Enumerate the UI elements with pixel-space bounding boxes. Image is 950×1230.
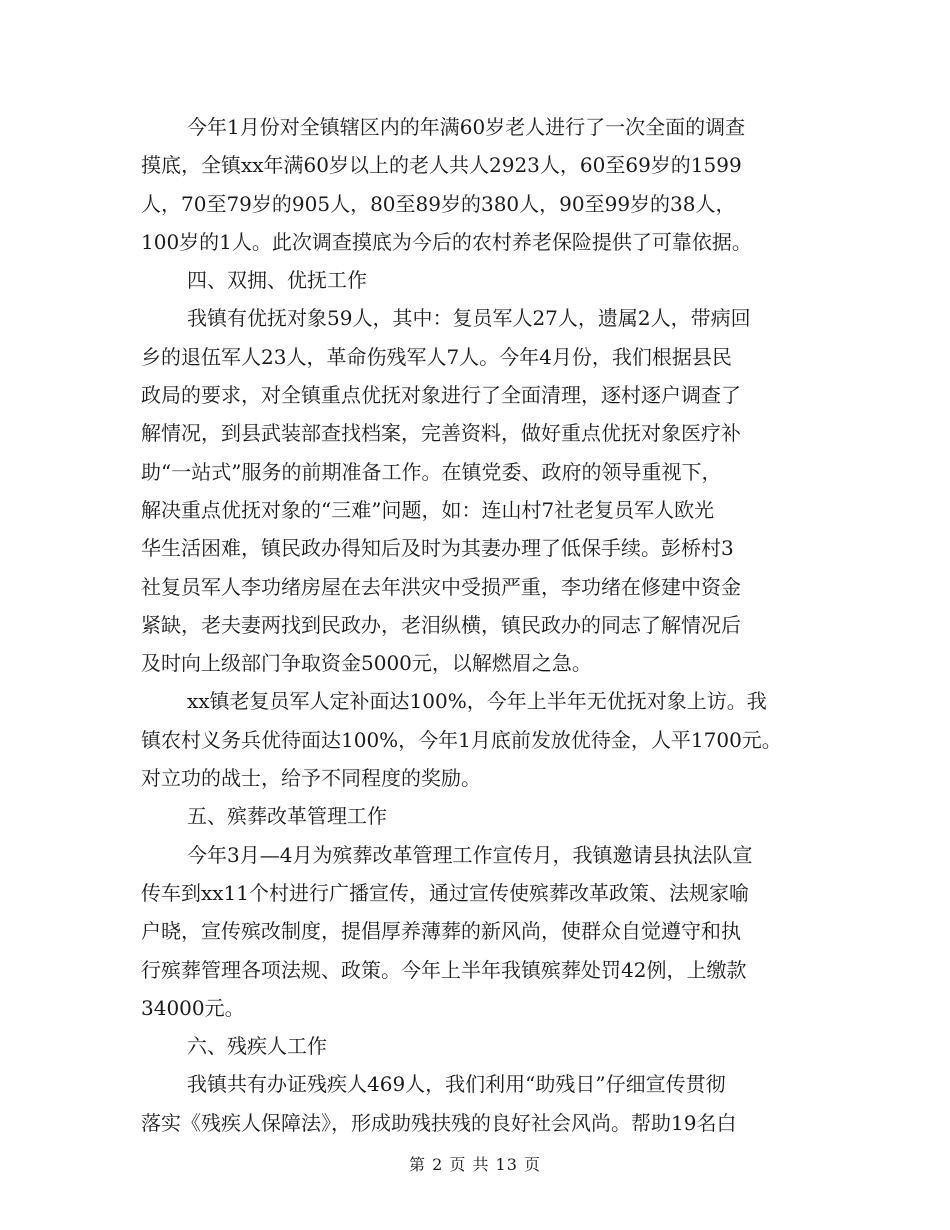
text-line: 100岁的1人。此次调查摸底为今后的农村养老保险提供了可靠依据。: [141, 229, 752, 254]
text-line: 今年3月—4月为殡葬改革管理工作宣传月，我镇邀请县执法队宣: [187, 842, 753, 867]
text-line: 社复员军人李功绪房屋在去年洪灾中受损严重，李功绪在修建中资金: [141, 574, 741, 599]
page-footer: 第 2 页 共 13 页: [409, 1155, 541, 1174]
text-line: 五、殡葬改革管理工作: [187, 804, 387, 829]
text-line: 华生活困难，镇民政办得知后及时为其妻办理了低保手续。彭桥村3: [141, 536, 734, 561]
text-line: 解情况，到县武装部查找档案，完善资料，做好重点优抚对象医疗补: [141, 421, 741, 446]
text-line: 我镇共有办证残疾人469人，我们利用“助残日”仔细宣传贯彻: [187, 1072, 726, 1097]
text-line: 对立功的战士，给予不同程度的奖励。: [141, 766, 481, 791]
text-line: 六、残疾人工作: [187, 1034, 327, 1059]
text-line: 摸底，全镇xx年满60岁以上的老人共人2923人，60至69岁的1599: [141, 153, 742, 178]
text-line: 34000元。: [141, 995, 245, 1020]
text-line: 人，70至79岁的905人，80至89岁的380人，90至99岁的38人，: [141, 191, 736, 216]
text-line: xx镇老复员军人定补面达100%，今年上半年无优抚对象上访。我: [187, 689, 767, 714]
text-line: 四、双拥、优抚工作: [187, 268, 367, 293]
text-line: 我镇有优抚对象59人，其中：复员军人27人，遗属2人，带病回: [187, 306, 751, 331]
text-line: 及时向上级部门争取资金5000元，以解燃眉之急。: [141, 651, 592, 676]
text-line: 行殡葬管理各项法规、政策。今年上半年我镇殡葬处罚42例，上缴款: [141, 957, 747, 982]
text-line: 今年1月份对全镇辖区内的年满60岁老人进行了一次全面的调查: [187, 115, 746, 139]
text-line: 传车到xx11个村进行广播宣传，通过宣传使殡葬改革政策、法规家喻: [141, 880, 750, 905]
text-line: 乡的退伍军人23人，革命伤残军人7人。今年4月份，我们根据县民: [141, 344, 732, 369]
text-line: 户晓，宣传殡改制度，提倡厚养薄葬的新风尚，使群众自觉遵守和执: [141, 919, 741, 944]
document-body: [141, 108, 821, 1142]
text-line: 解决重点优抚对象的“三难”问题，如：连山村7社老复员军人欧光: [141, 497, 715, 522]
text-line: 紧缺，老夫妻两找到民政办，老泪纵横，镇民政办的同志了解情况后: [141, 612, 741, 637]
text-line: 落实《残疾人保障法》，形成助残扶残的良好社会风尚。帮助19名白: [141, 1110, 737, 1135]
text-line: 助“一站式”服务的前期准备工作。在镇党委、政府的领导重视下，: [141, 459, 722, 484]
text-line: 政局的要求，对全镇重点优抚对象进行了全面清理，逐村逐户调查了: [141, 383, 741, 408]
text-line: 镇农村义务兵优待面达100%，今年1月底前发放优待金，人平1700元。: [141, 727, 782, 752]
